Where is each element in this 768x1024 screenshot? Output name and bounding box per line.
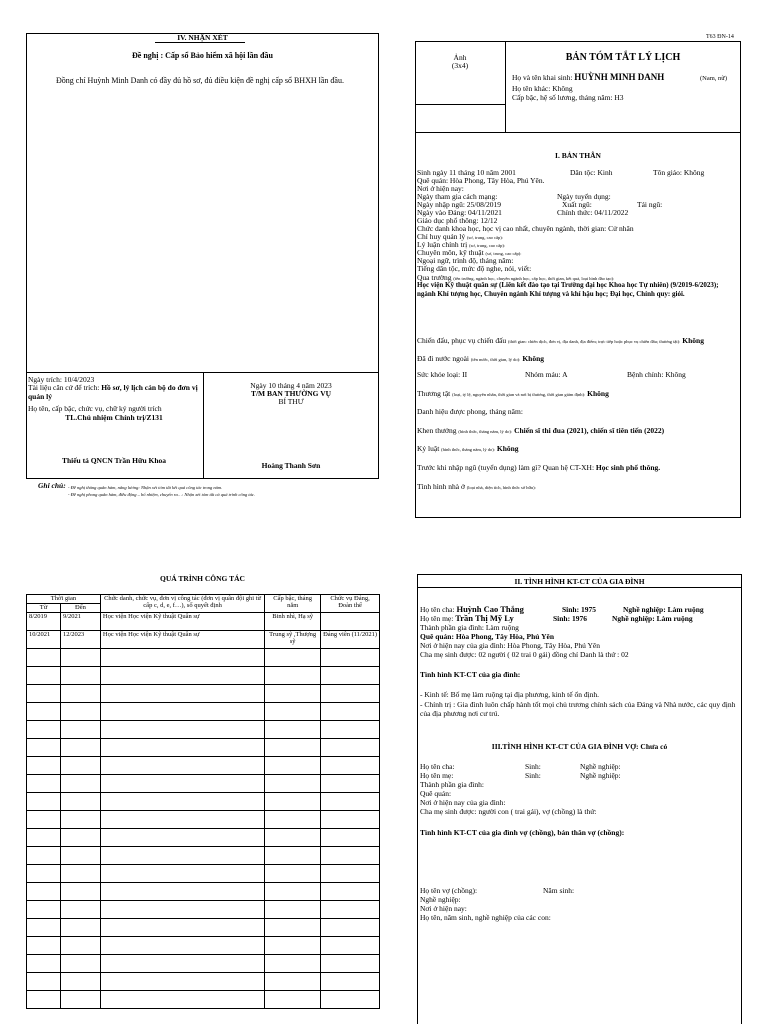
empty-cell [27,685,61,703]
gioi-tinh: (Nam, nữ) [700,75,727,82]
vo-cha: Họ tên cha: [420,762,455,771]
header-den: Đến [60,604,100,613]
me-value: Trần Thị Mỹ Ly [455,613,514,623]
empty-cell [60,883,100,901]
me-nghe: Nghề nghiệp: Làm ruộng [612,614,693,623]
empty-cell [321,793,380,811]
empty-cell [265,883,321,901]
row-tu: 8/2019 [27,613,61,631]
empty-cell [265,847,321,865]
truoc-nhap-ngu-label: Trước khi nhập ngũ (tuyển dụng) làm gì? Quan hệ CT-XH: [417,463,596,472]
header-thoi-gian: Thời gian [27,595,101,604]
vo-nghe: Nghề nghiệp: [420,895,461,904]
ky-luat-label: Kỷ luật [417,444,440,453]
gd-noi-o: Nơi ở hiện nay của gia đình: Hòa Phong, Tây Hòa, Phú Yên [420,641,600,650]
empty-cell [265,973,321,991]
khen-thuong [417,426,664,436]
qua-truong-hint: (tên trường, ngành học, chuyên ngành học, cấp học, thời gian, kết quả, loại hình đào tạo): [453,276,615,281]
vo-so-con: Cha mẹ sinh được: người con ( trai gái), vợ (chồng) là thứ: [420,807,597,816]
vo-me-sinh: Sinh: [525,771,541,780]
nguoi-trich: Thiếu tá QNCN Trần Hữu Khoa [61,456,167,465]
bi-thu: BÍ THƯ [278,397,304,406]
empty-cell [321,901,380,919]
table-row [27,649,380,667]
header-chuc-danh: Chức danh, chức vụ, đơn vị công tác (đơn vị quân đội ghi từ cấp c, d, e, f…), số quyết định [100,595,264,613]
vo-cha-sinh: Sinh: [525,762,541,771]
ho-ten-value: HUỲNH MINH DANH [574,72,665,82]
table-row [27,757,380,775]
khen-thuong-hint: (hình thức, tháng năm, lý do): [458,429,513,434]
empty-cell [321,721,380,739]
empty-cell [265,739,321,757]
empty-cell [100,721,264,739]
row-tu: 10/2021 [27,631,61,649]
table-row [27,685,380,703]
empty-cell [265,811,321,829]
danh-hieu: Danh hiệu được phong, tháng năm: [417,407,523,416]
empty-cell [60,721,100,739]
empty-cell [100,991,264,1009]
chuyen-mon-hint: (sơ, trung, cao cấp): [485,251,522,256]
dan-toc: Dân tộc: Kinh [570,168,613,177]
cha-sinh: Sinh: 1975 [562,605,596,614]
empty-cell [60,919,100,937]
me-sinh: Sinh: 1976 [553,614,587,623]
ghi-chu-2: - Đề nghị phong quân hàm, điều động – bổ nhiệm, chuyển ra…: Nhận xét tóm tắt cả quá trình công tác. [68,492,255,497]
ngay-tuyen-dung: Ngày tuyển dụng: [557,192,611,201]
header-tu: Từ [27,604,61,613]
vo-con: Họ tên, năm sinh, nghề nghiệp của các con: [420,913,551,922]
giao-duc: Giáo dục phổ thông: 12/12 [417,216,498,225]
chuc-danh: Chức danh khoa học, học vị cao nhất, chuyên ngành, thời gian: Cử nhân [417,224,634,233]
nha-o-label: Tình hình nhà ở [417,482,465,491]
empty-cell [27,865,61,883]
table-row [27,919,380,937]
empty-cell [100,685,264,703]
nuoc-ngoai-label: Đã đi nước ngoài [417,354,469,363]
empty-cell [265,685,321,703]
empty-cell [60,703,100,721]
table-row [27,829,380,847]
table-row [27,955,380,973]
empty-cell [265,775,321,793]
empty-cell [100,919,264,937]
empty-cell [27,703,61,721]
table-row [27,811,380,829]
chien-dau-hint: (thời gian: chiến dịch, đơn vị, địa danh, địa điểm; trực tiếp hoặc phục vụ chiến đấu; thương tật): [508,339,681,344]
vo-ho-ten: Họ tên vợ (chồng): [420,886,478,895]
tieng-dan-toc: Tiếng dân tộc, mức độ nghe, nói, viết: [417,264,532,273]
ngoai-ngu: Ngoại ngữ, trình độ, tháng năm: [417,256,514,265]
ban-than-title: I. BẢN THÂN [555,151,601,160]
row-don-vi: Học viện Học viện Kỹ thuật Quân sự [100,631,264,649]
table-row [27,991,380,1009]
empty-cell [27,919,61,937]
empty-cell [265,649,321,667]
ghi-chu-1: - Đề nghị thăng quân hàm, nâng lương: Nhận xét tóm tắt kết quả công tác trong năm. [68,485,223,490]
xuat-ngu: Xuất ngũ: [562,200,592,209]
ho-ten-nguoi-trich: Họ tên, cấp bậc, chức vụ, chữ ký người trích [28,404,162,413]
truoc-nhap-ngu-value: Học sinh phổ thông. [595,463,661,472]
empty-cell [27,901,61,919]
row-don-vi: Học viện Học viện Kỹ thuật Quân sự [100,613,264,631]
gd-chinh-tri: - Chính trị : Gia đình luôn chấp hành tốt mọi chủ trương chính sách của Đảng và Nhà nước, các quy định của địa phương nơi cư trú. [420,700,736,718]
empty-cell [265,757,321,775]
ho-ten-khac: Họ tên khác: Không [512,84,573,93]
gd-kinh-te: - Kinh tế: Bố mẹ làm ruộng tại địa phương, kinh tế ổn định. [420,690,600,699]
empty-cell [60,685,100,703]
table-row [27,865,380,883]
truoc-nhap-ngu [417,463,660,472]
ngay-trich: Ngày trích: 10/4/2023 [28,375,95,384]
empty-cell [27,991,61,1009]
benh-chinh: Bệnh chính: Không [627,370,686,379]
row-cap-bac: Trung sỹ ,Thượng sỹ [265,631,321,649]
empty-cell [27,649,61,667]
me [420,614,514,623]
empty-cell [321,973,380,991]
empty-cell [265,721,321,739]
tai-lieu [28,383,200,401]
ky-luat [417,444,519,454]
chien-dau [417,336,704,346]
ky-luat-value: Không [494,444,519,453]
table-row [27,793,380,811]
empty-cell [100,973,264,991]
empty-cell [60,793,100,811]
empty-cell [27,721,61,739]
empty-cell [27,739,61,757]
cha-label: Họ tên cha: [420,605,457,614]
table-row [27,667,380,685]
empty-cell [27,973,61,991]
empty-cell [321,685,380,703]
empty-cell [60,829,100,847]
vo-cha-nghe: Nghề nghiệp: [580,762,621,771]
empty-cell [60,739,100,757]
cha-nghe: Nghề nghiệp: Làm ruộng [623,605,704,614]
empty-cell [60,865,100,883]
empty-cell [27,793,61,811]
thuong-tat-label: Thương tật [417,389,451,398]
vo-me: Họ tên mẹ: [420,771,454,780]
vo-noi-o: Nơi ở hiện nay của gia đình: [420,798,506,807]
empty-cell [27,667,61,685]
gia-dinh-title: II. TÌNH HÌNH KT-CT CỦA GIA ĐÌNH [514,577,645,586]
form-code: T63 ĐN-14 [706,34,734,40]
empty-cell [27,937,61,955]
empty-cell [60,649,100,667]
row-den: 12/2023 [60,631,100,649]
empty-cell [27,847,61,865]
empty-cell [321,703,380,721]
empty-cell [321,955,380,973]
empty-cell [100,901,264,919]
empty-cell [321,775,380,793]
row-cap-bac: Binh nhì, Hạ sỹ [265,613,321,631]
tinh-hinh-nha-o [417,482,536,492]
me-label: Họ tên mẹ: [420,614,456,623]
chi-huy-label: Chỉ huy quản lý [417,232,466,241]
empty-cell [100,667,264,685]
sinh-ngay: Sinh ngày 11 tháng 10 năm 2001 [417,168,516,177]
qua-truong-value: Học viện Kỹ thuật quân sự (Liên kết đào tạo tại Trường đại học Khoa học Tự nhiên) (9/2019-6/2023); ngành Khí tượng học, Chuyên ngành Khí tượng và khí hậu học; Đại học, Chính quy: giỏi. [417,281,719,298]
empty-cell [265,901,321,919]
chien-dau-label: Chiến đấu, phục vụ chiến đấu [417,336,507,345]
tai-lieu-value: Hồ sơ, lý lịch cán bộ do đơn vị quản lý [28,383,198,401]
gd-so-con: Cha mẹ sinh được: 02 người ( 02 trai 0 gái) đồng chí Danh là thứ : 02 [420,650,629,659]
ho-ten-label: Họ và tên khai sinh: [512,73,575,82]
khen-thuong-label: Khen thưởng [417,426,457,435]
thuong-tat-hint: (loại, tỷ lệ, nguyên nhân, thời gian và nơi bị thương, thời gian giám định): [452,392,586,397]
vo-tinh-hinh: Tình hình KT-CT của gia đình vợ (chồng), bản thân vợ (chồng): [420,828,625,837]
ho-ten [512,73,664,82]
empty-cell [27,883,61,901]
table-row [27,613,380,631]
empty-cell [100,793,264,811]
empty-cell [60,973,100,991]
empty-cell [265,793,321,811]
vo-noi-o-hien: Nơi ở hiện nay: [420,904,467,913]
ngay-nhap-ngu: Ngày nhập ngũ: 25/08/2019 [417,200,501,209]
table-row [27,721,380,739]
table-row [27,739,380,757]
ton-giao: Tôn giáo: Không [653,168,705,177]
empty-cell [27,811,61,829]
empty-cell [27,955,61,973]
empty-cell [321,847,380,865]
empty-cell [321,667,380,685]
nuoc-ngoai-value: Không [520,354,544,363]
empty-cell [321,883,380,901]
nuoc-ngoai-hint: (tên nước, thời gian, lý do): [470,357,521,362]
empty-cell [321,829,380,847]
table-row [27,631,380,649]
gd-tinh-hinh-title: Tình hình KT-CT của gia đình: [420,670,521,679]
table-row [27,883,380,901]
empty-cell [321,865,380,883]
vo-me-nghe: Nghề nghiệp: [580,771,621,780]
thuong-tat-value: Không [585,389,609,398]
tom-tat-title: BẢN TÓM TẮT LÝ LỊCH [565,52,681,63]
ngay-tham-gia: Ngày tham gia cách mạng: [417,192,498,201]
empty-cell [60,901,100,919]
ngay-vao-dang: Ngày vào Đảng: 04/11/2021 [417,208,502,217]
empty-cell [265,955,321,973]
empty-cell [265,919,321,937]
ky-luat-hint: (hình thức, tháng năm, lý do): [441,447,495,452]
table-row [27,937,380,955]
suc-khoe: Sức khỏe loại: II [417,370,468,379]
empty-cell [100,865,264,883]
que-quan: Quê quán: Hòa Phong, Tây Hòa, Phú Yên. [417,176,545,185]
header-chuc-vu: Chức vụ Đảng, Đoàn thể [321,595,380,613]
row-chuc-vu: Đảng viên (11/2021) [321,631,380,649]
nhan-xet-title: IV. NHẬN XÉT [177,33,228,42]
nha-o-hint: (loại nhà, diện tích, hình thức sở hữu): [466,485,536,490]
empty-cell [100,883,264,901]
empty-cell [265,667,321,685]
empty-cell [60,775,100,793]
ly-luan-hint: (sơ, trung, cao cấp): [469,243,506,248]
table-row [27,703,380,721]
empty-cell [60,937,100,955]
vo-que-quan: Quê quán: [420,789,452,798]
empty-cell [27,757,61,775]
tl-chu-nhiem: TL.Chủ nhiệm Chính trị/Z131 [65,413,163,422]
empty-cell [60,667,100,685]
empty-cell [321,991,380,1009]
khen-thuong-value: Chiến sĩ thi đua (2021), chiến sĩ tiên tiến (2022) [512,426,665,435]
nuoc-ngoai [417,354,544,364]
de-nghi-label: Đề nghị : Cấp sổ Bảo hiểm xã hội lần đầu [132,51,273,60]
thanh-phan: Thành phần gia đình: Làm ruộng [420,623,519,632]
table-row [27,973,380,991]
empty-cell [321,811,380,829]
empty-cell [100,649,264,667]
empty-cell [100,739,264,757]
qua-truong-label: Qua trường [417,273,452,282]
anh-placeholder: Ảnh [453,53,467,62]
empty-cell [321,919,380,937]
empty-cell [60,991,100,1009]
row-den: 9/2021 [60,613,100,631]
thuong-tat [417,389,609,399]
tm-ban-thuong-vu: T/M BAN THƯỜNG VỤ [250,389,332,398]
empty-cell [27,775,61,793]
tai-lieu-prefix: Tài liệu căn cứ để trích: [28,383,102,392]
chinh-thuc: Chính thức: 04/11/2022 [557,208,629,217]
ghi-chu-label: Ghi chú: [38,481,66,490]
nguoi-ky: Hoàng Thanh Sơn [261,461,321,470]
empty-cell [265,703,321,721]
qua-trinh-table [26,594,380,1009]
cap-bac: Cấp bậc, hệ số lương, tháng năm: H3 [512,93,624,102]
empty-cell [100,847,264,865]
empty-cell [321,757,380,775]
chuyen-mon-label: Chuyên môn, kỹ thuật [417,248,484,257]
table-row [27,775,380,793]
empty-cell [100,703,264,721]
vo-thanh-phan: Thành phần gia đình: [420,780,484,789]
row-chuc-vu [321,613,380,631]
ly-luan-label: Lý luận chính trị [417,240,468,249]
empty-cell [321,739,380,757]
empty-cell [100,757,264,775]
header-cap-bac: Cấp bậc, tháng năm [265,595,321,613]
empty-cell [60,847,100,865]
empty-cell [27,829,61,847]
empty-cell [100,937,264,955]
empty-cell [60,955,100,973]
empty-cell [321,937,380,955]
qua-trinh-title: QUÁ TRÌNH CÔNG TÁC [160,574,245,583]
anh-size: (3x4) [451,61,469,70]
empty-cell [60,811,100,829]
nhom-mau: Nhóm máu: A [525,370,568,379]
nhan-xet-body: Đồng chí Huỳnh Minh Danh có đầy đủ hồ sơ, đủ điều kiện đề nghị cấp sổ BHXH lần đầu. [56,76,344,85]
table-row [27,901,380,919]
cha-value: Huỳnh Cao Thắng [456,604,524,614]
chi-huy-hint: (sơ, trung, cao cấp): [467,235,503,240]
empty-cell [321,649,380,667]
empty-rows [27,649,380,1009]
empty-cell [100,829,264,847]
tai-ngu: Tái ngũ: [637,200,663,209]
noi-o: Nơi ở hiện nay: [417,184,464,193]
empty-cell [265,865,321,883]
empty-cell [100,775,264,793]
gia-dinh-vo-title: III.TÌNH HÌNH KT-CT CỦA GIA ĐÌNH VỢ: Chưa có [491,742,668,751]
chien-dau-value: Không [680,336,704,345]
empty-cell [100,811,264,829]
table-row [27,847,380,865]
gd-que-quan: Quê quán: Hòa Phong, Tây Hòa, Phú Yên [420,632,554,641]
ngay-ky: Ngày 10 tháng 4 năm 2023 [250,381,332,390]
empty-cell [265,829,321,847]
empty-cell [265,991,321,1009]
empty-cell [100,955,264,973]
empty-cell [60,757,100,775]
empty-cell [265,937,321,955]
vo-nam-sinh: Năm sinh: [543,886,575,895]
